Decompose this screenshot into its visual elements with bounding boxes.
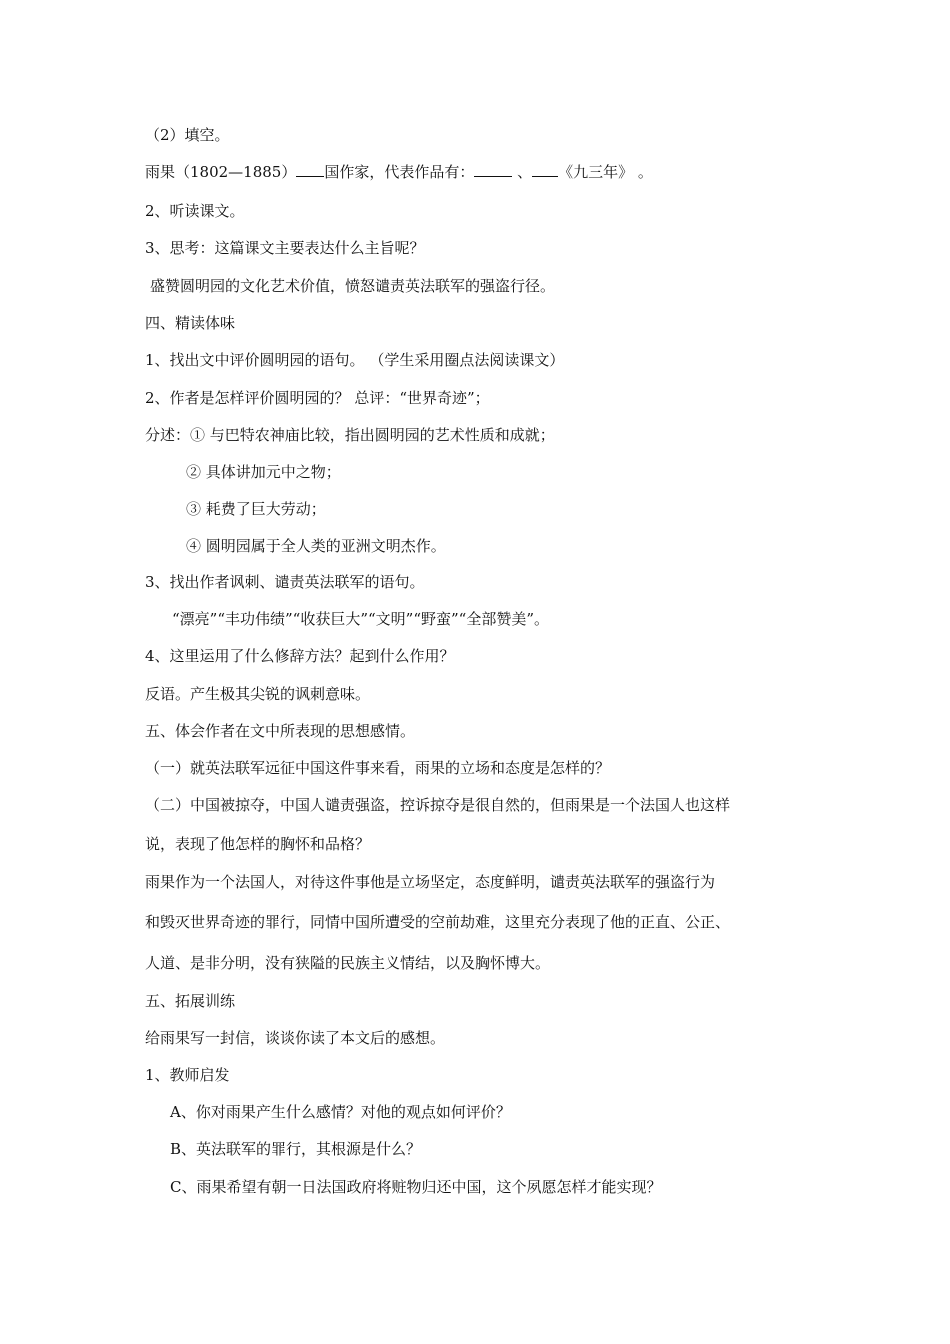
- text-line-answer-3: 人道、是非分明，没有狭隘的民族主义情结，以及胸怀博大。: [145, 954, 551, 972]
- hugo-works-text: 国作家，代表作品有：: [324, 163, 475, 181]
- text-line-teacher-prompt: 1、教师启发: [145, 1066, 230, 1084]
- text-line-details-1: 分述：① 与巴特农神庙比较，指出圆明园的艺术性质和成就；: [145, 426, 555, 444]
- text-line-listen: 2、听读课文。: [145, 202, 245, 220]
- section-heading-extension: 五、拓展训练: [145, 992, 236, 1010]
- text-line-prompt-b: B、英法联军的罪行，其根源是什么？: [170, 1140, 422, 1158]
- text-line-irony-answer: 反语。产生极其尖锐的讽刺意味。: [145, 685, 371, 703]
- text-line-think: 3、思考：这篇课文主要表达什么主旨呢？: [145, 239, 425, 257]
- hugo-separator-text: 、: [512, 163, 533, 181]
- text-line-question-two-cont: 说，表现了他怎样的胸怀和品格？: [145, 835, 371, 853]
- text-line-hugo-fill-blank: [145, 162, 653, 182]
- text-line-find-phrases: 1、找出文中评价圆明园的语句。 （学生采用圈点法阅读课文）: [145, 351, 565, 369]
- blank-work-2: [532, 162, 558, 177]
- text-line-details-4: ④ 圆明园属于全人类的亚洲文明杰作。: [186, 537, 446, 555]
- text-line-details-3: ③ 耗费了巨大劳动；: [186, 500, 326, 518]
- text-line-theme-answer: 盛赞圆明园的文化艺术价值，愤怒谴责英法联军的强盗行径。: [150, 277, 556, 295]
- blank-nationality: [296, 162, 324, 177]
- section-heading-feelings: 五、体会作者在文中所表现的思想感情。: [145, 722, 416, 740]
- text-line-question-two: （二）中国被掠夺，中国人谴责强盗，控诉掠夺是很自然的，但雨果是一个法国人也这样: [145, 796, 731, 814]
- text-line-question-one: （一）就英法联军远征中国这件事来看，雨果的立场和态度是怎样的？: [145, 759, 611, 777]
- section-heading-close-reading: 四、精读体味: [145, 314, 236, 332]
- text-line-details-2: ② 具体讲加元中之物；: [186, 463, 341, 481]
- text-line-prompt-a: A、你对雨果产生什么感情？对他的观点如何评价？: [170, 1103, 511, 1121]
- text-line-author-evaluation: 2、作者是怎样评价圆明园的？ 总评：“世界奇迹”；: [145, 389, 490, 407]
- text-line-letter-task: 给雨果写一封信，谈谈你读了本文后的感想。: [145, 1029, 446, 1047]
- text-line-answer-2: 和毁灭世界奇迹的罪行，同情中国所遭受的空前劫难，这里充分表现了他的正直、公正、: [145, 913, 731, 931]
- blank-work-1: [474, 162, 512, 177]
- text-line-fill-blank-heading: （2）填空。: [145, 126, 230, 144]
- text-line-satire-words: “漂亮”“丰功伟绩”“收获巨大”“文明”“野蛮”“全部赞美”。: [172, 610, 550, 628]
- text-line-rhetoric-question: 4、这里运用了什么修辞方法？起到什么作用？: [145, 647, 455, 665]
- hugo-dates-text: 雨果（1802—1885）: [145, 163, 297, 181]
- text-line-answer-1: 雨果作为一个法国人，对待这件事他是立场坚定，态度鲜明，谴责英法联军的强盗行为: [145, 873, 716, 891]
- text-line-prompt-c: C、雨果希望有朝一日法国政府将赃物归还中国，这个夙愿怎样才能实现？: [170, 1178, 662, 1196]
- text-line-find-satire: 3、找出作者讽刺、谴责英法联军的语句。: [145, 573, 425, 591]
- hugo-ninety-three-text: 《九三年》 。: [558, 163, 653, 181]
